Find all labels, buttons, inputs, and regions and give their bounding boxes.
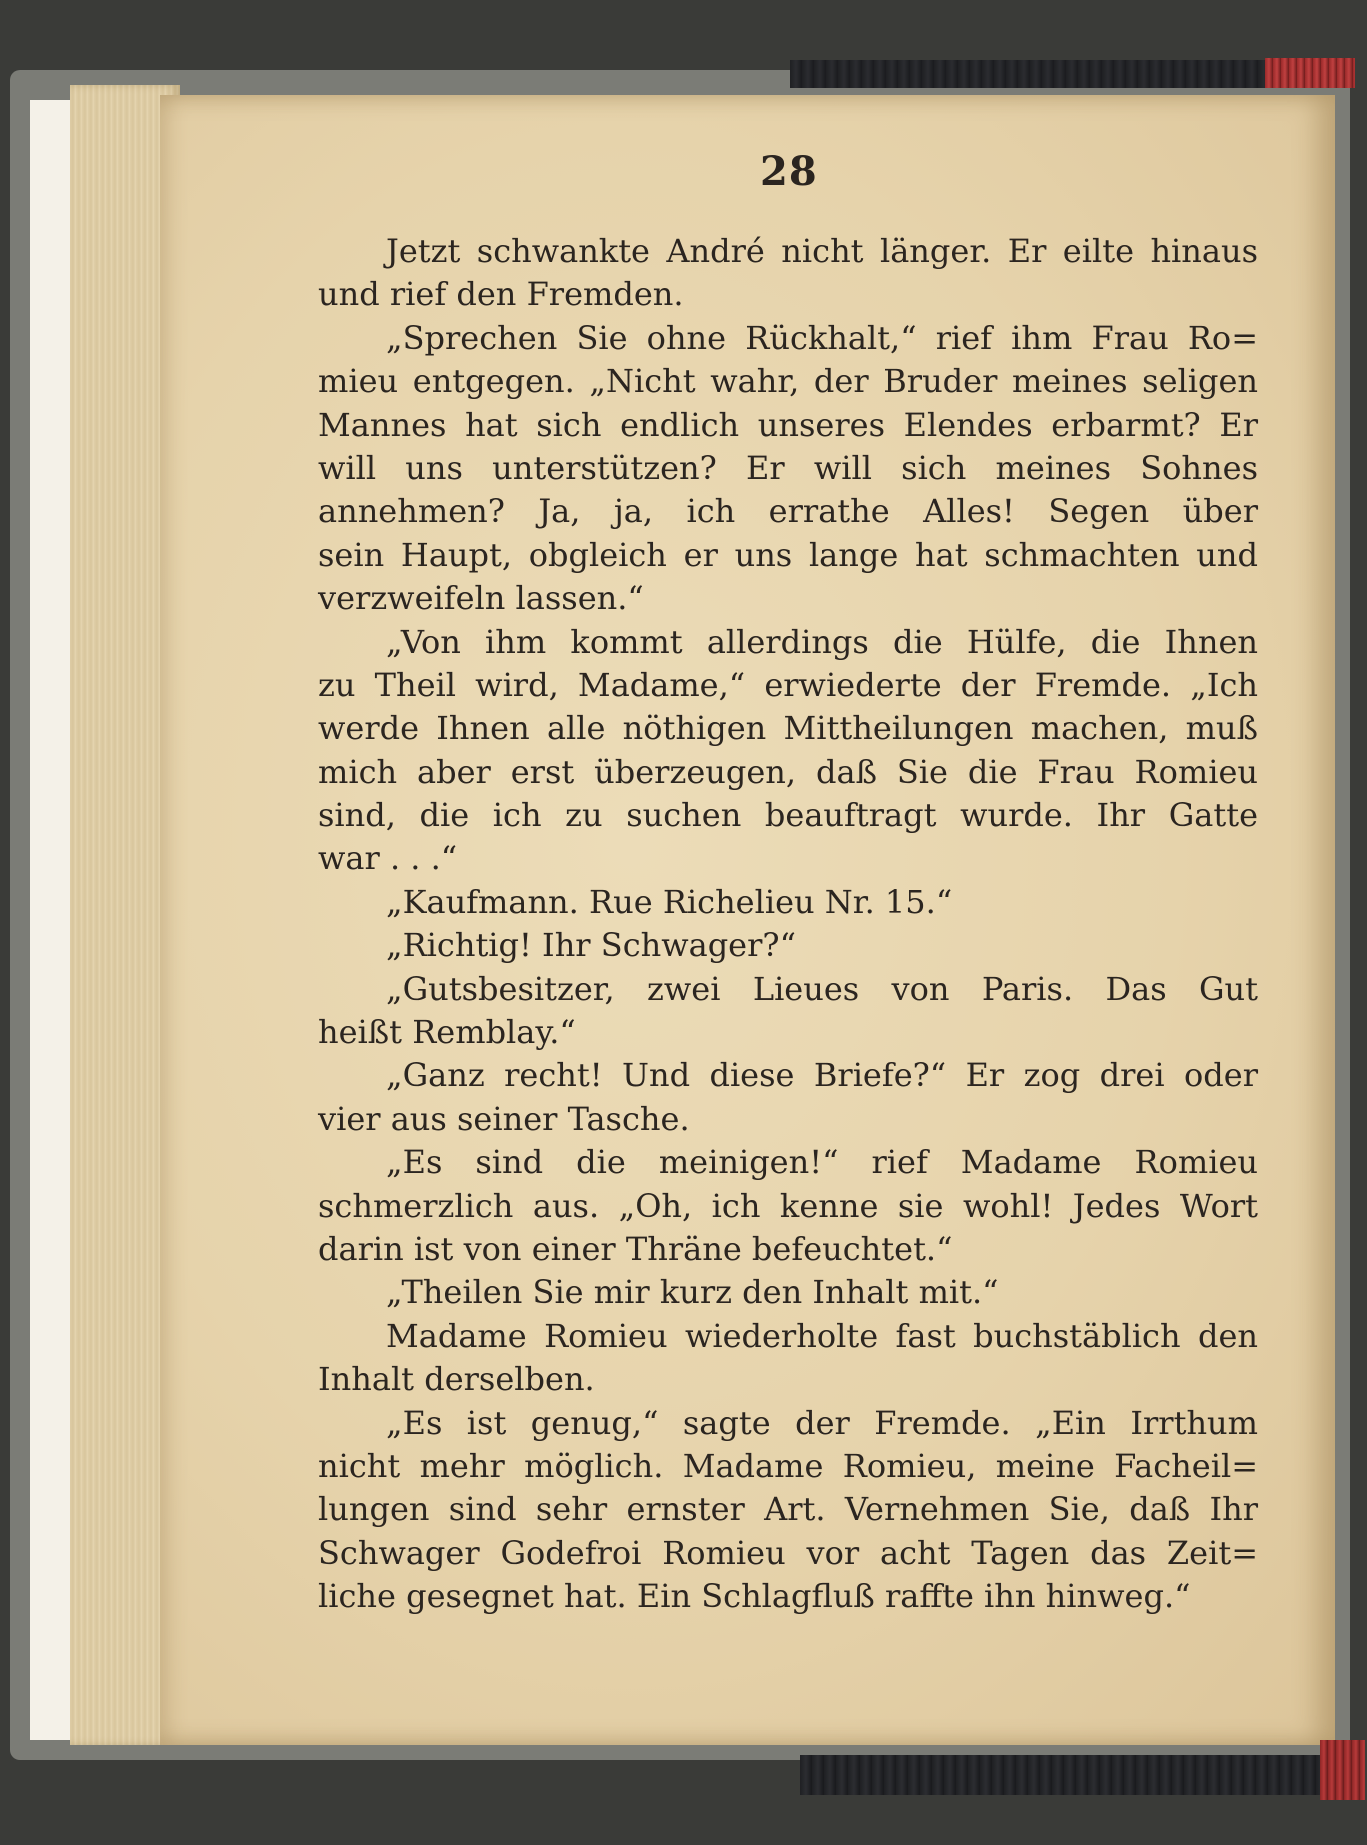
bottom-headband (800, 1755, 1360, 1795)
top-headband-red-thread (1265, 58, 1355, 88)
text-line: werde Ihnen alle nöthigen Mittheilungen machen, muß (318, 709, 1258, 748)
text-line: Schwager Godefroi Romieu vor acht Tagen das Zeit= (318, 1533, 1258, 1572)
text-line: Madame Romieu wiederholte fast buchstäblich den (386, 1316, 1258, 1355)
text-line: und rief den Fremden. (318, 275, 684, 314)
text-line: lungen sind sehr ernster Art. Vernehmen Sie, daß Ihr (318, 1490, 1258, 1529)
text-line: darin ist von einer Thräne befeuchtet.“ (318, 1229, 953, 1268)
text-line: „Von ihm kommt allerdings die Hülfe, die Ihnen (386, 622, 1258, 661)
text-line: „Ganz recht! Und diese Briefe?“ Er zog drei oder (386, 1056, 1258, 1095)
text-line: mieu entgegen. „Nicht wahr, der Bruder meines seligen (318, 362, 1258, 401)
text-line: heißt Remblay.“ (318, 1013, 576, 1052)
bottom-headband-red-thread (1320, 1740, 1365, 1800)
text-line: Inhalt derselben. (318, 1360, 595, 1399)
text-line: Mannes hat sich endlich unseres Elendes erbarmt? Er (318, 405, 1258, 444)
text-line: war . . .“ (318, 839, 458, 878)
text-line: zu Theil wird, Madame,“ erwiederte der Fremde. „Ich (318, 665, 1258, 704)
text-line: verzweifeln lassen.“ (318, 579, 644, 618)
text-line: „Es sind die meinigen!“ rief Madame Romieu (386, 1143, 1258, 1182)
text-line: vier aus seiner Tasche. (318, 1099, 690, 1138)
text-line: annehmen? Ja, ja, ich errathe Alles! Segen über (318, 492, 1258, 531)
text-line: schmerzlich aus. „Oh, ich kenne sie wohl! Jedes Wort (318, 1186, 1258, 1225)
text-line: mich aber erst überzeugen, daß Sie die Frau Romieu (318, 752, 1258, 791)
text-line: „Es ist genug,“ sagte der Fremde. „Ein Irrthum (386, 1403, 1258, 1442)
text-line: nicht mehr möglich. Madame Romieu, meine Facheil= (318, 1446, 1258, 1485)
text-line: liche gesegnet hat. Ein Schlagfluß raffte ihn hinweg.“ (318, 1577, 1191, 1616)
text-line: „Richtig! Ihr Schwager?“ (386, 926, 796, 965)
text-line: „Theilen Sie mir kurz den Inhalt mit.“ (386, 1273, 999, 1312)
text-line: Jetzt schwankte André nicht länger. Er eilte hinaus (386, 232, 1258, 270)
top-headband (790, 60, 1270, 88)
text-line: sind, die ich zu suchen beauftragt wurde. Ihr Gatte (318, 796, 1258, 835)
text-line: sein Haupt, obgleich er uns lange hat schmachten und (318, 535, 1258, 574)
page-number: 28 (760, 148, 818, 195)
text-line: „Sprechen Sie ohne Rückhalt,“ rief ihm Frau Ro= (386, 318, 1258, 357)
page-text-body (318, 230, 1258, 1619)
text-line: „Gutsbesitzer, zwei Lieues von Paris. Das Gut (386, 969, 1258, 1008)
text-line: „Kaufmann. Rue Richelieu Nr. 15.“ (386, 882, 953, 921)
text-line: will uns unterstützen? Er will sich meines Sohnes (318, 448, 1258, 487)
